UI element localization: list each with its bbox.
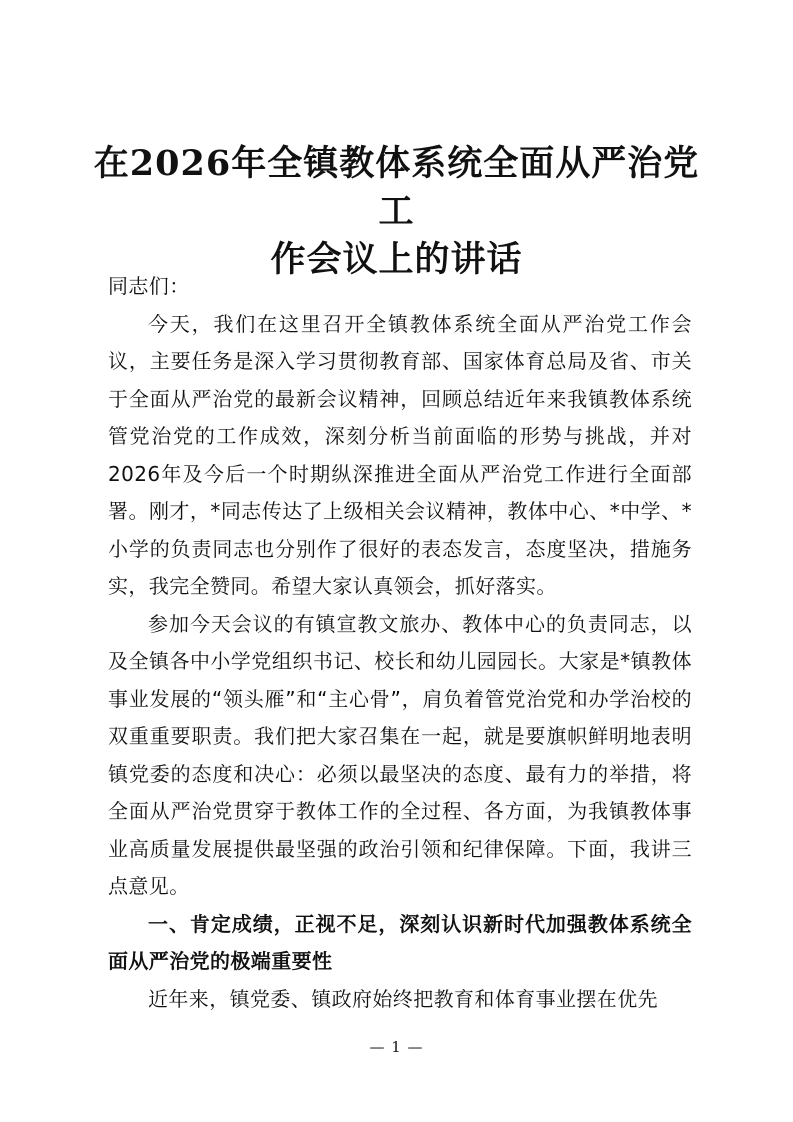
section-heading-1: 一、肯定成绩，正视不足，深刻认识新时代加强教体系统全面从严治党的极端重要性 <box>108 911 692 973</box>
document-body <box>108 268 692 1018</box>
document-title <box>80 140 713 284</box>
paragraph-3: 近年来，镇党委、镇政府始终把教育和体育事业摆在优先 <box>148 986 658 1011</box>
salutation: 同志们： <box>108 274 190 298</box>
paragraph-2: 参加今天会议的有镇宣教文旅办、教体中心的负责同志，以及全镇各中小学党组织书记、校长和幼儿园园长。大家是*镇教体事业发展的“领头雁”和“主心骨”，肩负着管党治党和办学治校的双重重要职责。我们把大家召集在一起，就是要旗帜鲜明地表明镇党委的态度和决心：必须以最坚决的态度、最有力的举措，将全面从严治党贯穿于教体工作的全过程、各方面，为我镇教体事业高质量发展提供最坚强的政治引领和纪律保障。下面，我讲三点意见。 <box>108 611 692 898</box>
title-line-1: 在2026年全镇教体系统全面从严治党工 <box>93 143 700 232</box>
title-line-2: 作会议上的讲话 <box>270 239 523 280</box>
page-number: — 1 — <box>369 1038 424 1056</box>
paragraph-1: 今天，我们在这里召开全镇教体系统全面从严治党工作会议，主要任务是深入学习贯彻教育部、国家体育总局及省、市关于全面从严治党的最新会议精神，回顾总结近年来我镇教体系统管党治党的工作成效，深刻分析当前面临的形势与挑战，并对2026年及今后一个时期纵深推进全面从严治党工作进行全面部署。刚才，*同志传达了上级相关会议精神，教体中心、*中学、*小学的负责同志也分别作了很好的表态发言，态度坚决，措施务实，我完全赞同。希望大家认真领会，抓好落实。 <box>108 311 692 598</box>
